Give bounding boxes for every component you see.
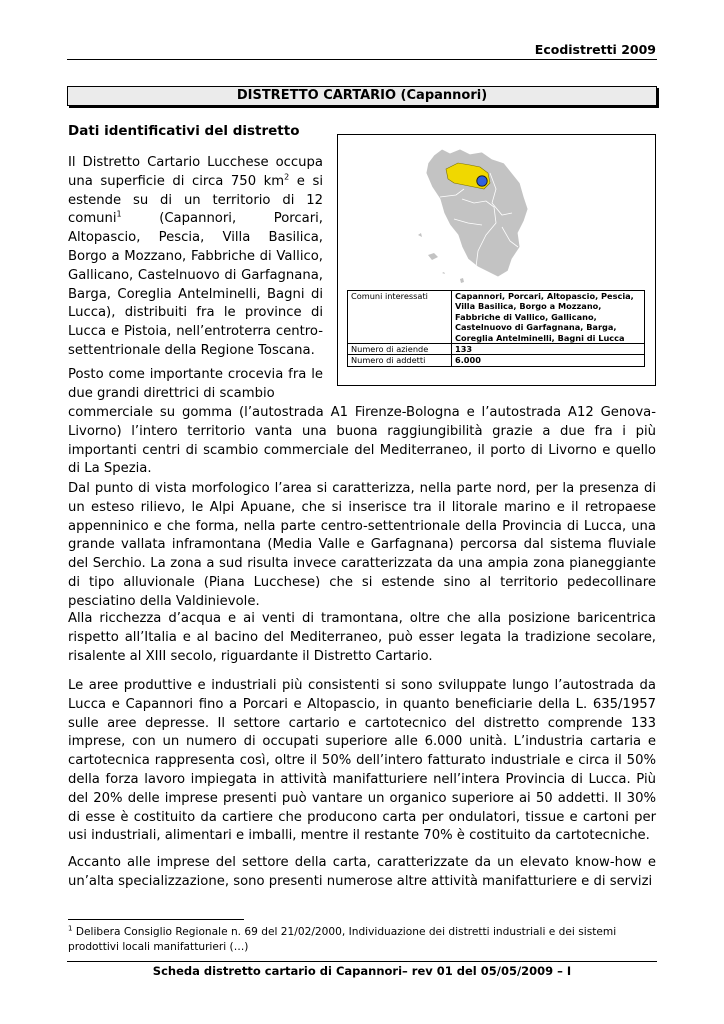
intro-text-3: (Capannori, Porcari, Altopascio, Pescia, Villa Basilica, Borgo a Mozzano, Fabbriche di Vallico, Gallicano, Castelnuovo di Garfagnana, Barga, Coreglia Antelminelli, Bagni di Lucca), distribuiti fra le province di Lucca e Pistoia, nell’entroterra centro-settentrionale della Regione Toscana. — [68, 211, 323, 358]
island-elba — [428, 253, 438, 260]
intro-text-1: Il Distretto Cartario Lucchese occupa una superficie di circa 750 km — [68, 155, 323, 189]
footnote — [68, 925, 658, 954]
footnote-number: 1 — [68, 924, 73, 933]
footnote-text: Delibera Consiglio Regionale n. 69 del 21/02/2000, Individuazione dei distretti industriali e dei sistemi prodottivi locali manifatturieri (…) — [68, 926, 617, 953]
paragraph-2: Dal punto di vista morfologico l’area si caratterizza, nella parte nord, per la presenza di un esteso rilievo, le Alpi Apuane, che si inserisce tra il litorale marino e il retropaese appenninico e che forma, nella parte centro-settentrionale della Provincia di Lucca, una grande vallata inframontana (Media Valle e Garfagnana) percorsa dal sistema fluviale del Serchio. La zona a sud risulta invece caratterizzata da una ampia zona pianeggiante di tipo alluvionale (Piana Lucchese) che si estende sino al territorio pedecollinare pesciatino della Valdinievole. — [68, 481, 656, 609]
km-superscript: 2 — [284, 172, 290, 182]
document-title: DISTRETTO CARTARIO (Capannori) — [67, 86, 657, 106]
intro-text-2: e si estende su di un territorio di 12 comuni — [68, 173, 323, 227]
footnote-rule — [68, 919, 244, 920]
table-value: Capannori, Porcari, Altopascio, Pescia, Villa Basilica, Borgo a Mozzano, Fabbriche di Vallico, Gallicano, Castelnuovo di Garfagnana, Barga, Coreglia Antelminelli, Bagni di Lucca — [452, 291, 645, 344]
paragraph-3: Alla ricchezza d’acqua e ai venti di tramontana, oltre che alla posizione baricentrica rispetto all’Italia e al bacino del Mediterraneo, può esser legata la tradizione secolare, risalente al XIII secolo, riguardante il Distretto Cartario. — [68, 611, 656, 664]
footnote-ref[interactable]: 1 — [116, 210, 122, 219]
table-row — [348, 344, 645, 355]
table-value: 6.000 — [452, 355, 645, 366]
district-info-table — [347, 290, 645, 367]
page-footer: Scheda distretto cartario di Capannori– rev 01 del 05/05/2009 – I — [152, 964, 572, 978]
paragraph-5: Accanto alle imprese del settore della carta, caratterizzate da un elevato know-how e un’alta specializzazione, sono presenti numerose altre attività manifatturiere e di servizi — [68, 855, 656, 889]
section-heading: Dati identificativi del distretto — [68, 123, 300, 139]
island-giglio — [460, 278, 464, 283]
paragraph-1: commerciale su gomma (l’autostrada A1 Firenze-Bologna e l’autostrada A12 Genova-Livorno) l’intero territorio vanta una buona raggiungibilità grazie a due fra i più importanti centri di scambio commerciale del Mediterraneo, il porto di Livorno e quello di La Spezia. — [68, 405, 656, 477]
tuscany-map — [416, 143, 534, 288]
header-rule — [67, 59, 657, 60]
table-row — [348, 291, 645, 344]
table-label: Comuni interessati — [348, 291, 452, 344]
footer-rule — [67, 961, 657, 962]
header-brand: Ecodistretti 2009 — [534, 42, 656, 57]
table-row — [348, 355, 645, 366]
capannori-marker — [477, 176, 487, 186]
intro-paragraph — [68, 154, 323, 361]
table-label: Numero di aziende — [348, 344, 452, 355]
table-label: Numero di addetti — [348, 355, 452, 366]
paragraph-4: Le aree produttive e industriali più consistenti si sono sviluppate lungo l’autostrada da Lucca e Capannori fino a Porcari e Altopascio, in quanto beneficiarie della L. 635/1957 sulle aree depresse. Il settore cartario e cartotecnico del distretto comprende 133 imprese, con un numero di occupati superiore alle 6.000 unità. L’industria cartaria e cartotecnica rappresenta così, oltre il 50% dell’intero fatturato industriale e circa il 50% della forza lavoro impiegata in attività manifatturiere nell’intera Provincia di Lucca. Più del 20% delle imprese presenti può vantare un organico superiore ai 50 addetti. Il 30% di esse è costituito da cartiere che producono carta per ondulatori, tissue e cartoni per usi industriali, alimentari e imballi, mentre il restante 70% è costituito da cartotecniche. — [68, 678, 656, 844]
district-figure — [337, 134, 656, 386]
table-value: 133 — [452, 344, 645, 355]
island-capraia — [418, 233, 422, 237]
island-montecristo — [442, 272, 445, 274]
paragraph-1-start: Posto come importante crocevia fra le due grandi direttrici di scambio — [68, 367, 323, 401]
